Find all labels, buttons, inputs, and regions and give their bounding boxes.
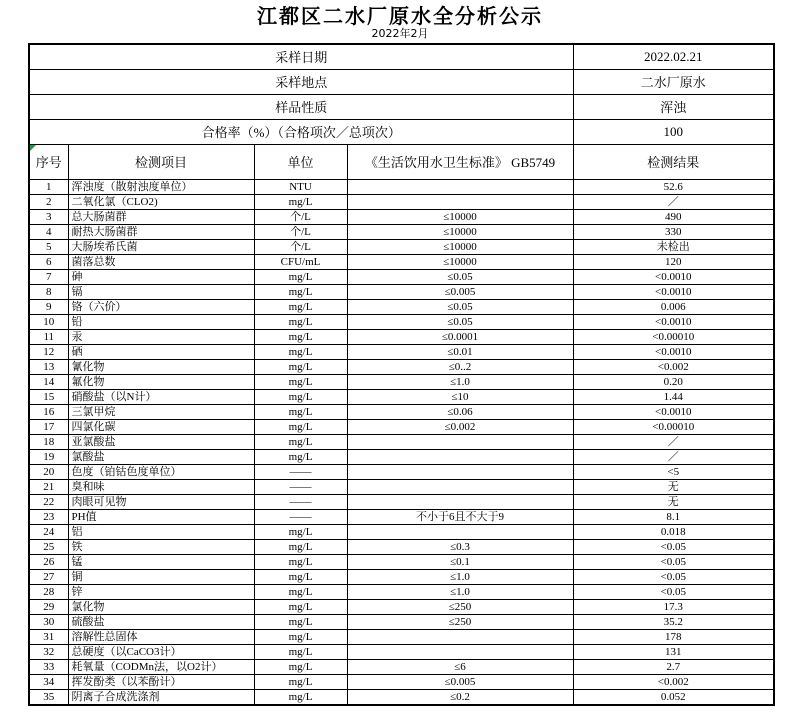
cell-index: 32 [29,644,68,659]
table-row [29,569,774,584]
cell-index: 13 [29,359,68,374]
cell-standard [347,464,573,479]
cell-unit: 个/L [254,209,347,224]
table-row [29,494,774,509]
cell-item: 铬（六价） [68,299,254,314]
info-row-pass-rate [29,119,774,144]
cell-index: 24 [29,524,68,539]
cell-index: 23 [29,509,68,524]
cell-standard: ≤0.05 [347,314,573,329]
cell-unit: mg/L [254,434,347,449]
cell-item: 氰化物 [68,359,254,374]
cell-index: 33 [29,659,68,674]
cell-unit: mg/L [254,314,347,329]
cell-item: 砷 [68,269,254,284]
info-row-sampling-date [29,44,774,69]
cell-item: 总硬度（以CaCO3计） [68,644,254,659]
cell-item: 臭和味 [68,479,254,494]
column-header-no-label: 序号 [35,155,62,170]
cell-item: 氯化物 [68,599,254,614]
cell-unit: —— [254,509,347,524]
sample-nature-label: 样品性质 [29,94,573,119]
table-row [29,194,774,209]
cell-index: 22 [29,494,68,509]
cell-standard: ≤0.05 [347,299,573,314]
cell-unit: mg/L [254,554,347,569]
table-row [29,314,774,329]
cell-unit: mg/L [254,389,347,404]
cell-result: 无 [573,494,774,509]
cell-unit: mg/L [254,419,347,434]
cell-index: 16 [29,404,68,419]
info-row-sampling-location [29,69,774,94]
cell-index: 12 [29,344,68,359]
table-row [29,284,774,299]
cell-item: 三氯甲烷 [68,404,254,419]
cell-result: 52.6 [573,179,774,194]
cell-result: <0.05 [573,569,774,584]
cell-result: 0.006 [573,299,774,314]
cell-standard: ≤0..2 [347,359,573,374]
table-row [29,614,774,629]
table-row [29,404,774,419]
table-row [29,419,774,434]
cell-unit: mg/L [254,299,347,314]
sampling-location-label: 采样地点 [29,69,573,94]
table-row [29,389,774,404]
cell-item: 镉 [68,284,254,299]
cell-standard [347,524,573,539]
cell-unit: —— [254,479,347,494]
table-row [29,269,774,284]
cell-standard [347,644,573,659]
cell-result: <0.00010 [573,329,774,344]
cell-result: 330 [573,224,774,239]
cell-item: 汞 [68,329,254,344]
page-subtitle: 2022年2月 [371,27,429,40]
cell-result: 0.018 [573,524,774,539]
table-row [29,539,774,554]
cell-index: 11 [29,329,68,344]
cell-unit: mg/L [254,374,347,389]
cell-unit: mg/L [254,449,347,464]
cell-standard: ≤250 [347,599,573,614]
cell-index: 26 [29,554,68,569]
info-row-sample-nature [29,94,774,119]
table-row [29,449,774,464]
cell-standard [347,449,573,464]
cell-item: 锰 [68,554,254,569]
table-row [29,674,774,689]
cell-index: 14 [29,374,68,389]
cell-index: 4 [29,224,68,239]
cell-result: <0.05 [573,539,774,554]
cell-item: 氟化物 [68,374,254,389]
table-row [29,209,774,224]
cell-item: 阴离子合成洗涤剂 [68,689,254,705]
table-row [29,359,774,374]
info-section [29,44,774,179]
cell-unit: 个/L [254,239,347,254]
sampling-date-value: 2022.02.21 [573,44,774,69]
cell-item: 耗氧量（CODMn法，以O2计） [68,659,254,674]
cell-item: 锌 [68,584,254,599]
cell-standard: ≤0.3 [347,539,573,554]
table-row [29,689,774,705]
cell-unit: mg/L [254,269,347,284]
cell-standard: ≤1.0 [347,569,573,584]
cell-result: <0.0010 [573,314,774,329]
cell-index: 18 [29,434,68,449]
cell-item: 色度（铂钴色度单位） [68,464,254,479]
cell-unit: mg/L [254,404,347,419]
cell-standard: 不小于6且不大于9 [347,509,573,524]
cell-unit: CFU/mL [254,254,347,269]
table-row [29,329,774,344]
table-row [29,434,774,449]
cell-standard: ≤10000 [347,239,573,254]
cell-standard [347,479,573,494]
cell-item: 硫酸盐 [68,614,254,629]
cell-unit: mg/L [254,344,347,359]
table-row [29,599,774,614]
cell-index: 17 [29,419,68,434]
cell-item: 菌落总数 [68,254,254,269]
cell-unit: mg/L [254,569,347,584]
table-row [29,374,774,389]
table-row [29,464,774,479]
cell-standard: ≤10 [347,389,573,404]
sample-nature-value: 浑浊 [573,94,774,119]
cell-unit: mg/L [254,194,347,209]
sampling-date-label: 采样日期 [29,44,573,69]
cell-unit: mg/L [254,644,347,659]
cell-item: 铁 [68,539,254,554]
cell-index: 6 [29,254,68,269]
cell-unit: 个/L [254,224,347,239]
cell-index: 7 [29,269,68,284]
cell-index: 28 [29,584,68,599]
cell-index: 30 [29,614,68,629]
table-row [29,254,774,269]
cell-index: 20 [29,464,68,479]
cell-standard: ≤0.05 [347,269,573,284]
cell-standard: ≤0.002 [347,419,573,434]
cell-standard: ≤1.0 [347,374,573,389]
page-title: 江都区二水厂原水全分析公示 [257,4,543,28]
cell-result: <5 [573,464,774,479]
cell-item: PH值 [68,509,254,524]
cell-item: 四氯化碳 [68,419,254,434]
cell-standard: ≤0.06 [347,404,573,419]
cell-standard: ≤0.2 [347,689,573,705]
cell-unit: mg/L [254,524,347,539]
table-row [29,179,774,194]
cell-item: 挥发酚类（以苯酚计） [68,674,254,689]
table-row [29,299,774,314]
cell-result: 8.1 [573,509,774,524]
cell-result: <0.002 [573,359,774,374]
cell-standard: ≤1.0 [347,584,573,599]
cell-result: <0.00010 [573,419,774,434]
cell-result: 490 [573,209,774,224]
table-row [29,629,774,644]
cell-index: 5 [29,239,68,254]
cell-result: 2.7 [573,659,774,674]
cell-standard [347,179,573,194]
cell-unit: mg/L [254,584,347,599]
cell-unit: mg/L [254,674,347,689]
cell-unit: NTU [254,179,347,194]
cell-item: 硝酸盐（以N计） [68,389,254,404]
comment-flag-icon [30,145,36,151]
cell-standard: ≤0.1 [347,554,573,569]
column-header-standard: 《生活饮用水卫生标准》 GB5749 [347,144,573,179]
table-row [29,479,774,494]
cell-index: 8 [29,284,68,299]
cell-index: 2 [29,194,68,209]
cell-item: 总大肠菌群 [68,209,254,224]
cell-standard: ≤0.0001 [347,329,573,344]
cell-unit: mg/L [254,659,347,674]
cell-unit: mg/L [254,284,347,299]
cell-result: 120 [573,254,774,269]
cell-standard: ≤250 [347,614,573,629]
cell-index: 9 [29,299,68,314]
cell-unit: mg/L [254,539,347,554]
cell-result: 1.44 [573,389,774,404]
cell-result: 0.20 [573,374,774,389]
cell-result: <0.05 [573,554,774,569]
cell-index: 21 [29,479,68,494]
cell-standard: ≤10000 [347,254,573,269]
cell-standard [347,434,573,449]
cell-index: 1 [29,179,68,194]
cell-standard: ≤0.005 [347,284,573,299]
cell-unit: mg/L [254,689,347,705]
cell-unit: mg/L [254,614,347,629]
cell-standard: ≤10000 [347,209,573,224]
cell-standard: ≤0.005 [347,674,573,689]
cell-item: 亚氯酸盐 [68,434,254,449]
cell-unit: —— [254,494,347,509]
cell-unit: —— [254,464,347,479]
cell-item: 氯酸盐 [68,449,254,464]
column-header-unit: 单位 [254,144,347,179]
cell-index: 15 [29,389,68,404]
cell-result: <0.0010 [573,344,774,359]
cell-index: 10 [29,314,68,329]
cell-item: 溶解性总固体 [68,629,254,644]
cell-item: 大肠埃希氏菌 [68,239,254,254]
cell-index: 3 [29,209,68,224]
cell-unit: mg/L [254,359,347,374]
cell-unit: mg/L [254,629,347,644]
cell-index: 31 [29,629,68,644]
pass-rate-label: 合格率（%）（合格项次／总项次） [29,119,573,144]
cell-result: 未检出 [573,239,774,254]
cell-index: 25 [29,539,68,554]
table-row [29,224,774,239]
cell-result: 178 [573,629,774,644]
cell-index: 35 [29,689,68,705]
cell-item: 肉眼可见物 [68,494,254,509]
table-row [29,554,774,569]
cell-result: <0.0010 [573,269,774,284]
table-row [29,509,774,524]
cell-result: 35.2 [573,614,774,629]
table-row [29,524,774,539]
table-row [29,644,774,659]
cell-result: 0.052 [573,689,774,705]
cell-index: 34 [29,674,68,689]
cell-standard [347,629,573,644]
cell-standard [347,494,573,509]
cell-unit: mg/L [254,599,347,614]
cell-item: 铜 [68,569,254,584]
data-rows-section [29,179,774,705]
cell-item: 二氧化氯（CLO2) [68,194,254,209]
cell-index: 27 [29,569,68,584]
sampling-location-value: 二水厂原水 [573,69,774,94]
column-header-result: 检测结果 [573,144,774,179]
cell-index: 29 [29,599,68,614]
table-row [29,584,774,599]
cell-result: <0.0010 [573,284,774,299]
cell-unit: mg/L [254,329,347,344]
cell-result: 无 [573,479,774,494]
cell-result: ／ [573,434,774,449]
cell-result: 17.3 [573,599,774,614]
cell-result: ／ [573,449,774,464]
cell-index: 19 [29,449,68,464]
table-row [29,239,774,254]
cell-standard: ≤6 [347,659,573,674]
cell-result: <0.0010 [573,404,774,419]
table-header-row [29,144,774,179]
cell-result: ／ [573,194,774,209]
cell-item: 浑浊度（散射浊度单位） [68,179,254,194]
table-row [29,344,774,359]
cell-item: 铅 [68,314,254,329]
column-header-no [29,144,68,179]
cell-standard: ≤10000 [347,224,573,239]
cell-item: 耐热大肠菌群 [68,224,254,239]
cell-result: <0.05 [573,584,774,599]
pass-rate-value: 100 [573,119,774,144]
cell-result: <0.002 [573,674,774,689]
cell-standard [347,194,573,209]
column-header-item: 检测项目 [68,144,254,179]
cell-item: 铝 [68,524,254,539]
water-analysis-table [28,43,775,706]
cell-standard: ≤0.01 [347,344,573,359]
cell-item: 硒 [68,344,254,359]
cell-result: 131 [573,644,774,659]
table-row [29,659,774,674]
